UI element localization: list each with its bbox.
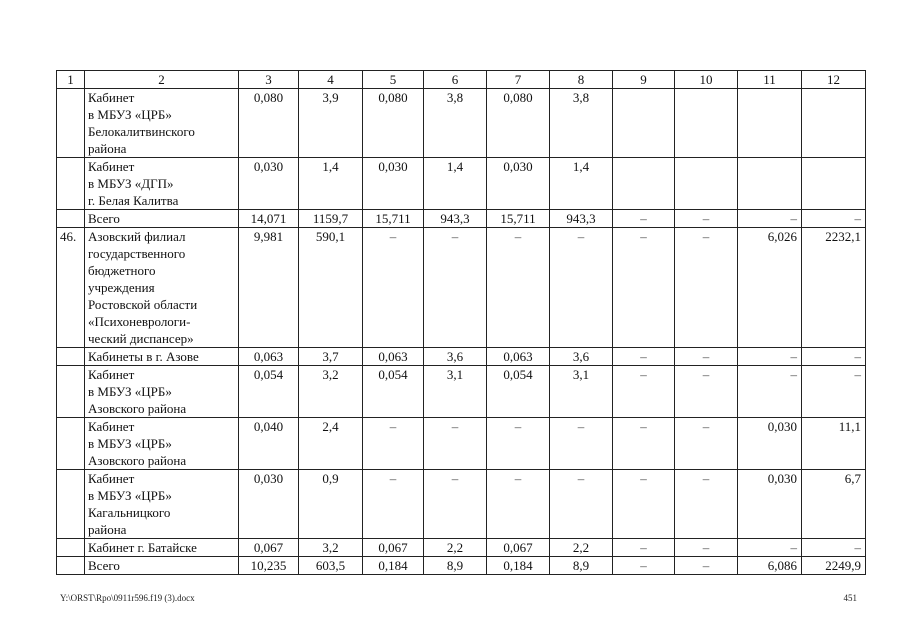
header-cell: 9	[613, 71, 675, 89]
value-cell: 0,030	[363, 158, 424, 210]
value-cell: –	[738, 348, 802, 366]
value-cell: 10,235	[239, 557, 299, 575]
value-cell: 0,054	[239, 366, 299, 418]
value-cell: 1159,7	[299, 210, 363, 228]
header-cell: 6	[424, 71, 487, 89]
value-cell: 0,080	[239, 89, 299, 158]
header-cell: 1	[57, 71, 85, 89]
facility-name: Кабинет в МБУЗ «ДГП» г. Белая Калитва	[85, 158, 239, 210]
header-cell: 12	[802, 71, 866, 89]
value-cell: –	[487, 228, 550, 348]
value-cell: 3,8	[424, 89, 487, 158]
value-cell: –	[675, 557, 738, 575]
footer-file-path: Y:\ORST\Rpo\0911r596.f19 (3).docx	[60, 593, 195, 603]
facility-name: Кабинет в МБУЗ «ЦРБ» Кагальницкого района	[85, 470, 239, 539]
value-cell: 2,4	[299, 418, 363, 470]
value-cell: 9,981	[239, 228, 299, 348]
value-cell	[675, 89, 738, 158]
value-cell: –	[802, 348, 866, 366]
table-row	[57, 158, 866, 210]
value-cell: 0,080	[487, 89, 550, 158]
value-cell: –	[613, 470, 675, 539]
row-number: 46.	[57, 228, 85, 348]
value-cell: –	[550, 228, 613, 348]
value-cell: –	[613, 418, 675, 470]
table-row	[57, 210, 866, 228]
value-cell: 15,711	[487, 210, 550, 228]
value-cell: –	[738, 210, 802, 228]
facility-name: Кабинет в МБУЗ «ЦРБ» Белокалитвинского района	[85, 89, 239, 158]
row-number	[57, 366, 85, 418]
value-cell: –	[487, 418, 550, 470]
value-cell: 8,9	[550, 557, 613, 575]
value-cell: 2232,1	[802, 228, 866, 348]
value-cell: 3,6	[424, 348, 487, 366]
value-cell: 0,063	[487, 348, 550, 366]
value-cell: 0,184	[487, 557, 550, 575]
value-cell	[738, 89, 802, 158]
value-cell	[802, 89, 866, 158]
footer-page-number: 451	[843, 593, 857, 603]
value-cell: 0,054	[363, 366, 424, 418]
value-cell: 0,067	[363, 539, 424, 557]
value-cell: 3,6	[550, 348, 613, 366]
value-cell: –	[363, 418, 424, 470]
value-cell: –	[487, 470, 550, 539]
header-cell: 10	[675, 71, 738, 89]
value-cell	[613, 158, 675, 210]
data-table	[56, 70, 866, 575]
value-cell: 0,9	[299, 470, 363, 539]
value-cell: –	[424, 470, 487, 539]
value-cell: 0,063	[239, 348, 299, 366]
value-cell: 943,3	[550, 210, 613, 228]
value-cell: 15,711	[363, 210, 424, 228]
value-cell: –	[613, 557, 675, 575]
header-cell: 8	[550, 71, 613, 89]
value-cell: –	[424, 228, 487, 348]
value-cell: 0,030	[738, 470, 802, 539]
value-cell: –	[363, 470, 424, 539]
header-cell: 2	[85, 71, 239, 89]
header-cell: 7	[487, 71, 550, 89]
value-cell	[613, 89, 675, 158]
table-row	[57, 348, 866, 366]
value-cell: –	[675, 348, 738, 366]
value-cell: 0,080	[363, 89, 424, 158]
value-cell: 943,3	[424, 210, 487, 228]
facility-name: Кабинет в МБУЗ «ЦРБ» Азовского района	[85, 366, 239, 418]
facility-name: Кабинет г. Батайске	[85, 539, 239, 557]
value-cell: 0,054	[487, 366, 550, 418]
row-number	[57, 348, 85, 366]
value-cell: 6,086	[738, 557, 802, 575]
value-cell: –	[613, 539, 675, 557]
value-cell	[738, 158, 802, 210]
table-row	[57, 418, 866, 470]
value-cell: 0,067	[487, 539, 550, 557]
header-cell: 5	[363, 71, 424, 89]
row-number	[57, 158, 85, 210]
value-cell: 3,8	[550, 89, 613, 158]
value-cell: 590,1	[299, 228, 363, 348]
value-cell: –	[613, 210, 675, 228]
row-number	[57, 210, 85, 228]
value-cell: –	[802, 210, 866, 228]
value-cell: –	[675, 539, 738, 557]
value-cell: –	[675, 418, 738, 470]
value-cell: –	[675, 228, 738, 348]
value-cell: –	[550, 418, 613, 470]
row-number	[57, 418, 85, 470]
value-cell: –	[802, 539, 866, 557]
value-cell: 2,2	[550, 539, 613, 557]
table-row	[57, 89, 866, 158]
value-cell: 14,071	[239, 210, 299, 228]
table-row	[57, 539, 866, 557]
header-cell: 4	[299, 71, 363, 89]
value-cell: –	[738, 366, 802, 418]
value-cell: –	[613, 228, 675, 348]
value-cell: 0,067	[239, 539, 299, 557]
value-cell: 6,026	[738, 228, 802, 348]
row-number	[57, 557, 85, 575]
facility-name: Всего	[85, 210, 239, 228]
value-cell: 0,063	[363, 348, 424, 366]
value-cell: 3,9	[299, 89, 363, 158]
row-number	[57, 470, 85, 539]
value-cell: 8,9	[424, 557, 487, 575]
value-cell: 11,1	[802, 418, 866, 470]
value-cell: 0,184	[363, 557, 424, 575]
value-cell: –	[675, 470, 738, 539]
value-cell	[675, 158, 738, 210]
value-cell	[802, 158, 866, 210]
facility-name: Кабинеты в г. Азове	[85, 348, 239, 366]
table-row	[57, 557, 866, 575]
value-cell: 3,1	[550, 366, 613, 418]
value-cell: –	[424, 418, 487, 470]
value-cell: –	[675, 210, 738, 228]
value-cell: 0,030	[738, 418, 802, 470]
value-cell: 603,5	[299, 557, 363, 575]
header-cell: 11	[738, 71, 802, 89]
value-cell: 3,7	[299, 348, 363, 366]
row-number	[57, 89, 85, 158]
value-cell: –	[675, 366, 738, 418]
value-cell: 0,030	[239, 158, 299, 210]
value-cell: –	[363, 228, 424, 348]
value-cell: –	[613, 348, 675, 366]
value-cell: 0,030	[487, 158, 550, 210]
value-cell: 3,2	[299, 539, 363, 557]
row-number	[57, 539, 85, 557]
value-cell: 6,7	[802, 470, 866, 539]
facility-name: Всего	[85, 557, 239, 575]
value-cell: 1,4	[424, 158, 487, 210]
header-cell: 3	[239, 71, 299, 89]
facility-name: Азовский филиал государственного бюджетного учреждения Ростовской области «Психоневрологи- ческий диспансер»	[85, 228, 239, 348]
value-cell: –	[550, 470, 613, 539]
table-row	[57, 228, 866, 348]
table-body	[57, 71, 866, 575]
value-cell: 3,2	[299, 366, 363, 418]
value-cell: 0,040	[239, 418, 299, 470]
value-cell: –	[738, 539, 802, 557]
facility-name: Кабинет в МБУЗ «ЦРБ» Азовского района	[85, 418, 239, 470]
value-cell: –	[613, 366, 675, 418]
table-row	[57, 470, 866, 539]
value-cell: 3,1	[424, 366, 487, 418]
value-cell: 2249,9	[802, 557, 866, 575]
table-row	[57, 366, 866, 418]
value-cell: 1,4	[550, 158, 613, 210]
header-row	[57, 71, 866, 89]
value-cell: –	[802, 366, 866, 418]
value-cell: 2,2	[424, 539, 487, 557]
value-cell: 0,030	[239, 470, 299, 539]
value-cell: 1,4	[299, 158, 363, 210]
